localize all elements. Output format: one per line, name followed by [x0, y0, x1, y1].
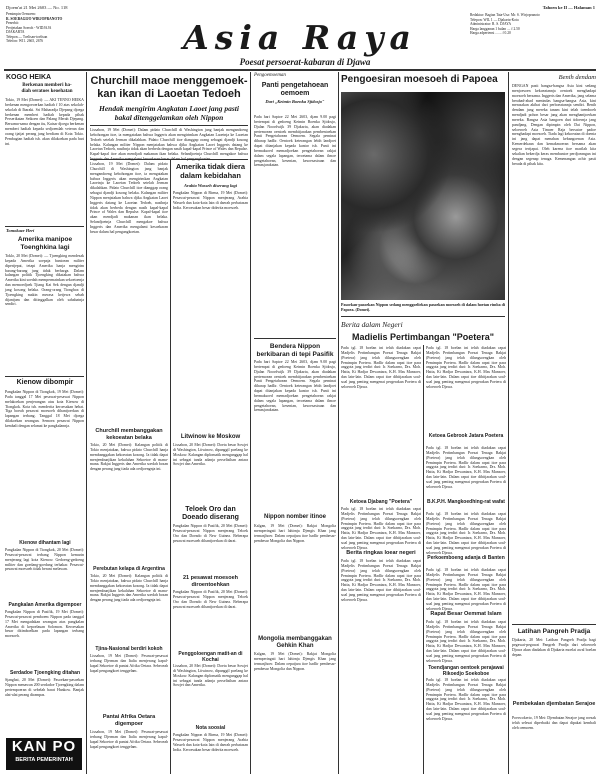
ketoea-title: Ketoea Djabang "Poetera" [349, 499, 413, 505]
berita-ringkas-title: Berita ringkas loear negeri [346, 550, 416, 556]
churchill-headline: Churchill maoe menggemoek- kan ikan di Laoetan Tedoeh [90, 75, 248, 100]
mongolia-title: Mongolia membanggakan Gehkin Khan [258, 636, 332, 649]
bkpm-title: B.K.P.H. Mangkoedhing-rat wafat [427, 499, 505, 505]
benih-dendam-body: DENGAN pasti bangsa-bangsa Asia kini sedang menjoesoen kekoeatannja oentoek menghadapi moesoeh bersama. Inggeris dan Amerika, jang selama berabad-abad menindas bangsa-bangsa Asia, kini merasakan akibat dari perboeatannja sendiri. Benih dendam jang mereka tanam kini telah toemboeh mendjadi pohon besar jang akan menghantjoerkan mereka. Bangsa Asia bangoen dari tidoernja jang pandjang. Dengan dipimpin oleh Dai Nippon, seloeroeh Asia Timoer Raja bersatoe padoe menghadapi moesoeh. Tiada lagi kekoeatan di doenia ini jang dapat menahan kebangoenan Asia. Kemerdekaan dan kemakmoeran bersama akan segera tertjapai. Oleh karena itoe marilah kita sekalian bekerdja keras membantoe perdjoeangan ini dengan segenap tenaga. Kemenangan achir pasti berada di pihak kita. [512, 84, 596, 166]
year-page: Tahoen ke II — Halaman 1 [542, 5, 595, 10]
pesawat-title: 21 pesawat moesoeh diroentoehkan [182, 575, 239, 588]
kaeroem-title: Perkoemboeng adanja di Banten [427, 555, 505, 561]
teloek-oro-title: Teloek Oro dan Doeado diserang [182, 506, 239, 521]
nota-body: Pangkalan Nippon di Birma, 19 Mei (Domei): Pesawat-pesawat Nippon menjerang Arabia Wasseh dan kota-kota lain di daerah perbatasan India. Keroesakan besar diderita moesoeh. [173, 733, 248, 752]
churchill-subheadline: Hendak mengirim Angkatan Laoet jang pasti bakal ditenggelamkan oleh Nippon [99, 104, 239, 122]
section-divider [254, 338, 336, 339]
nippon-itinoe-body: Kalgan, 19 Mei (Domei): Rakjat Mongolia memperingati hari lahirnja Djengis Khan jang termasjhoer. Dalam oepatjara itoe hadlir pembesar-pembesar Mongolia dan Nippon. [254, 524, 336, 543]
amerika-tidak-body: Pangkalan Nippon di Birma, 19 Mei (Domei): Pesawat-pesawat Nippon menjerang Arabia Wasseh dan kota-kota lain di daerah perbatasan India. Keroesakan besar diderita moesoeh. [173, 191, 248, 210]
bkpm-body: Pada tgl. 18 boelan ini telah diadakan rapat Madjelis Pertimbangan Poesat Tenaga Rakjat (Poetera) jang telah dilangsoengkan oleh Pemimpin Poetera. Hadlir dalam rapat itoe para anggota jang terdiri dari: Ir. Soekarno, Drs. Moh. Hatta, Ki Hadjar Dewantara, K.H. Mas Mansoer, dan lain-lain. Dalam rapat itoe dibitjarakan soal-soal jang penting mengenai pergerakan Poetera di seloeroeh Djawa. [426, 512, 506, 555]
madiun-title: Madielis Pertimbangan "Poetera" [351, 332, 495, 342]
kogo-sub-line: diah seratoes keoehatan [21, 89, 73, 94]
kanpo-box [6, 738, 82, 770]
kienow-subtitle: Kienow dihantam lagi [19, 540, 71, 546]
nippon-itinoe-title: Nippon nomber itinoe [264, 514, 326, 520]
photo-caption: Pasoekan-pasoekan Nippon sedang menggoelirkan pasoekan moesoeh di dalam hoetan rimba di Papoea. (Domei). [341, 302, 505, 312]
amerika-tidak-title: Amerika tidak diera dalam kebidahan [175, 162, 246, 180]
penerangan-body: Pada tgl. 18 boelan ini telah diadakan rapat Madjelis Pertimbangan Poesat Tenaga Rakjat (Poetera) jang telah dilangsoengkan oleh Pemimpin Poetera. Hadlir dalam rapat itoe para anggota jang terdiri dari: Ir. Soekarno, Drs. Moh. Hatta, Ki Hadjar Dewantara, K.H. Mas Mansoer, dan lain-lain. Dalam rapat itoe dibitjarakan soal-soal jang penting mengenai pergerakan Poetera di seloeroeh Djawa. [426, 446, 506, 489]
amerika-manipoe-title: Amerika manipoe Toenghkina lagi [17, 236, 73, 251]
editor-line: Harga adpertensi ....... f 0.20 [470, 31, 511, 35]
churchill-body: Lissabon, 19 Mei (Domei): Dalam pidato Churchill di Washington jang banjak mengandoeng kebohongan itoe, ia mengatakan bahwa Inggeris akan mengirimkan Angkatan Laoetnja ke Laoetan Tedoeh setelah Jerman dikalahkan. Pidato Churchill itoe dianggap orang sebagai djandji kosong belaka. Kalangan militer Nippon menjatakan bahwa djika Angkatan Laoet Inggeris datang ke Laoetan Tedoeh, nasibnja tidak akan berbeda dengan nasib kapal-kapal Prince of Wales dan Repulse. Kapal-kapal itoe akan mendjadi makanan ikan belaka. Selandjoetnja Churchill mengakoe bahwa Inggeris dan Amerika mengalami kesoekaran besar dalam hal pengangkoetan. [90, 162, 168, 234]
tjina-title: Tjina-Nasional berdiri kokoh [95, 646, 163, 652]
publisher-line: Telepon — Toelisan-toelisan [6, 34, 48, 39]
litwinow-body: Lissabon, 20 Mei (Domei): Doeta besar Sowjet di Washington, Litwinow, dipanggil poelang ke Moskow. Kalangan diplomatik menganggap hal ini sebagai tanda adanja perselisihan antara Sowjet dan Amerika. [173, 443, 248, 467]
tjoengking-body: Sjanghai, 20 Mei (Domei): Pasoekan-pasoekan Nippon menawan 200 serdadoe Tjoengking dalam pertempoeran di sebelah barat Hankow. Banjak alat-alat perang dirampas. [5, 678, 84, 697]
toendjangan-title: Toendjangan oentoek perajawai Rikoedjo Soekoboe [428, 665, 504, 677]
section-divider [5, 376, 84, 377]
newspaper-title: Asia Raya [183, 18, 417, 57]
ketoea-body: Pada tgl. 18 boelan ini telah diadakan rapat Madjelis Pertimbangan Poesat Tenaga Rakjat (Poetera) jang telah dilangsoengkan oleh Pemimpin Poetera. Hadlir dalam rapat itoe para anggota jang terdiri dari: Ir. Soekarno, Drs. Moh. Hatta, Ki Hadjar Dewantara, K.H. Mas Mansoer, dan lain-lain. Dalam rapat itoe dibitjarakan soal-soal jang penting mengenai pergerakan Poetera di seloeroeh Djawa. [341, 507, 421, 550]
editor-line: Administratur: R. S. DJAYA [470, 22, 512, 26]
kogo-heika-title: KOGO HEIKA [6, 74, 52, 81]
pembekalan-body: Poerwokerto, 19 Mei: Djembatan Serajoe jang roesak telah selesai diperbaiki dan dapat dipakai kembali oleh oemoem. [512, 716, 596, 730]
berita-header: Berita dalam Negeri [341, 320, 403, 329]
kelapa-title: Perebutan kelapa di Argentina [93, 566, 165, 572]
panti-subtitle: Dari „Keimin Boenka Sjidosjo" [265, 99, 325, 104]
column-divider [170, 160, 171, 774]
bendera-body: Pada hari Saptoe 22 Mei 2603, djam 9.00 pagi bertempat di gedoeng Keimin Boenka Sjidosjo, Djalan Noordwijk 39 Djakarta, akan diadakan pertemoean oentoek membitjarakan pembentoekan Panti Pengetahoean Oemoem. Segala peminat diharap hadlir. Oentoek keterangan lebih landjoet dapat ditanjakan kepada kantor tsb. Panti ini bermaksoed memadjoekan pengetahoean rakjat dalam segala lapangan, teroetama dalam ilmoe pengetahoean, kesenian, kesoesastraan dan kemasjarakatan. [254, 360, 336, 413]
panti-title: Panti pengetahoean oemoem [261, 82, 329, 97]
kienow-body: Pangkalan Nippon di Tiongkok, 19 Mei (Domei): Pada tanggal 17 Mei pesawat-pesawat Nippon melakoekan penjerangan atas kota Kienow di Tiongkok. Kota tsb. menderita keroesakan hebat. Tiga boeah pesawat moesoeh dihantjoerkan di lapangan terbang. Tanggal 18 Mei djoega dilakoekan serangan. Semoea pesawat Nippon kembali dengan selamat ke pangkalannja. [5, 390, 84, 428]
war-photo [341, 92, 505, 300]
section-divider [341, 316, 505, 317]
kelapa-body: Tokio, 20 Mei (Domei): Kalangan politik di Tokio menjatakan, bahwa pidato Churchill hanja membanggakan kekoeatan kosong. Ia tidak dapat menjembunjikan kekalahan Sekoetoe di mana-mana. Rakjat Inggeris dan Amerika soedah bosan dengan perang jang tiada ada oedjoengnja ini. [90, 574, 168, 603]
publisher-line: R. SOEBAGIJO WIRJOPRANOTO [6, 16, 63, 21]
latihan-body: Djakarta, 20 Mei: Latihan Pangreh Pradja bagi pegawai-pegawai Pangreh Pradja dari seloeroeh Djawa akan diadakan di Djakarta moelai awal boelan depan. [512, 638, 596, 657]
column-divider [338, 72, 339, 774]
penggoloengan-body: Lissabon, 20 Mei (Domei): Doeta besar Sowjet di Washington, Litwinow, dipanggil poelang ke Moskow. Kalangan diplomatik menganggap hal ini sebagai tanda adanja perselisihan antara Sowjet dan Amerika. [173, 664, 248, 688]
pantai-title: Pantai Afrika Oetara digempoer [102, 714, 156, 727]
editor-line: Redaktur: Bagian Tata-Usa: Mr. S. Wirjopranoto [470, 13, 540, 17]
rapat-title: Rapat Besar Oemmat Islam [430, 611, 502, 617]
pantai-body: Lissabon, 19 Mei (Domei): Pesawat-pesawat terbang Djerman dan Italia menjerang kapal-kapal Sekoetoe di pantai Afrika Oetara. Sebeoeah kapal pengangkoet tenggelam. [90, 730, 168, 749]
churchill-lead: Lissabon, 19 Mei (Domei): Dalam pidato Churchill di Washington jang banjak mengandoeng kebohongan itoe, ia mengatakan bahwa Inggeris akan mengirimkan Angkatan Laoetnja ke Laoetan Tedoeh setelah Jerman dikalahkan. Pidato Churchill itoe dianggap orang sebagai djandji kosong belaka. Kalangan militer Nippon menjatakan bahwa djika Angkatan Laoet Inggeris datang ke Laoetan Tedoeh, nasibnja tidak akan berbeda dengan nasib kapal-kapal Prince of Wales dan Repulse. Kapal-kapal itoe akan mendjadi makanan ikan belaka. Selandjoetnja Churchill mengakoe bahwa [90, 128, 248, 157]
penerangan-title: Ketoea Gebrook Jatara Poetera [428, 433, 504, 439]
publisher-line: Pemimpin Oemoem: [6, 12, 36, 16]
bendera-title: Bendera Nippon berkibaran di tepi Pasifik [256, 343, 334, 358]
kanpo-title: KAN PO [11, 738, 77, 755]
kogo-sub-line: Berkenan memberi ha- [22, 83, 72, 88]
photo-headline: Pengoesiran moesoeh di Papoea [341, 74, 498, 85]
kienow-title: Kienow dibompir [16, 379, 74, 386]
section-divider [90, 159, 248, 160]
benih-dendam-title: Benih dendam [558, 74, 596, 81]
tjoengking-title: Serdadoe Tjoengking ditahan [9, 670, 80, 676]
nota-title: Nota soosial [195, 725, 226, 731]
tjina-body: Lissabon, 19 Mei (Domei): Pesawat-pesawat terbang Djerman dan Italia menjerang kapal-kapal Sekoetoe di pantai Afrika Oetara. Sebeoeah kapal pengangkoet tenggelam. [90, 654, 168, 673]
column-divider [250, 72, 251, 774]
publisher-line: Telefon: WI1. 2665, 2676 [6, 39, 44, 43]
penggoloengan-title: Penggoloengan matit-an di Kochai [178, 651, 243, 663]
pesawat-body: Pangkalan Nippon di Pasifik, 20 Mei (Domei): Pesawat-pesawat Nippon menjerang Teloek Oro dan Doeado di New Guinea. Beberapa pesawat moesoeh dihantjoerkan di darat. [173, 590, 248, 609]
madiun-body-2: Pada tgl. 18 boelan ini telah diadakan rapat Madjelis Pertimbangan Poesat Tenaga Rakjat (Poetera) jang telah dilangsoengkan oleh Pemimpin Poetera. Hadlir dalam rapat itoe para anggota jang terdiri dari: Ir. Soekarno, Drs. Moh. Hatta, Ki Hadjar Dewantara, K.H. Mas Mansoer, dan lain-lain. Dalam rapat itoe dibitjarakan soal-soal jang penting mengenai pergerakan Poetera di seloeroeh Djawa. [426, 346, 506, 389]
issue-date: Djoem'at 21 Mei 2603 — No. 118 [6, 5, 68, 10]
kaeroem-body: Pada tgl. 18 boelan ini telah diadakan rapat Madjelis Pertimbangan Poesat Tenaga Rakjat (Poetera) jang telah dilangsoengkan oleh Pemimpin Poetera. Hadlir dalam rapat itoe para anggota jang terdiri dari: Ir. Soekarno, Drs. Moh. Hatta, Ki Hadjar Dewantara, K.H. Mas Mansoer, dan lain-lain. Dalam rapat itoe dibitjarakan soal-soal jang penting mengenai pergerakan Poetera di seloeroeh Djawa. [426, 568, 506, 611]
teloek-oro-body: Pangkalan Nippon di Pasifik, 20 Mei (Domei): Pesawat-pesawat Nippon menjerang Teloek Oro dan Doeado di New Guinea. Beberapa pesawat moesoeh dihantjoerkan di darat. [173, 524, 248, 543]
section-divider [5, 226, 84, 227]
kienow-body-2: Pangkalan Nippon di Tiongkok, 20 Mei (Domei): Pesawat-pesawat terbang Nippon kemarin menjerang lagi kota Kienow. Gedoeng-gedoeng militer dan goedang-goedang terbakar. Pesawat-pesawat moesoeh tidak berani melawan. [5, 548, 84, 572]
kanpo-subtitle: BERITA PEMERINTAH [15, 757, 73, 763]
masthead-divider [4, 69, 596, 71]
berita-ringkas-body: Pada tgl. 18 boelan ini telah diadakan rapat Madjelis Pertimbangan Poesat Tenaga Rakjat (Poetera) jang telah dilangsoengkan oleh Pemimpin Poetera. Hadlir dalam rapat itoe para anggota jang terdiri dari: Ir. Soekarno, Drs. Moh. Hatta, Ki Hadjar Dewantara, K.H. Mas Mansoer, dan lain-lain. Dalam rapat itoe dibitjarakan soal-soal jang penting mengenai pergerakan Poetera di seloeroeh Djawa. [341, 559, 421, 602]
panti-body: Pada hari Saptoe 22 Mei 2603, djam 9.00 pagi bertempat di gedoeng Keimin Boenka Sjidosjo, Djalan Noordwijk 39 Djakarta, akan diadakan pertemoean oentoek membitjarakan pembentoekan Panti Pengetahoean Oemoem. Segala peminat diharap hadlir. Oentoek keterangan lebih landjoet dapat ditanjakan kepada kantor tsb. Panti ini bermaksoed memadjoekan pengetahoean rakjat dalam segala lapangan, teroetama dalam ilmoe pengetahoean, kesenian, kesoesastraan dan kemasjarakatan. [254, 115, 336, 168]
editor-line: Telepon: WIL 1 — Djakarta-Kota [470, 17, 519, 22]
amerika-manipoe-body: Toklo, 20 Mei (Domei): — Tjoengking mendesak kepada Amerika soepaja bantoean militer dipertjepat, tetapi Amerika hanja mengirim barang-barang jang tidak berharga. Dalam kalangan politik Tjoengking dikatakan bahwa Amerika kini soedah mempermainkan sekoetoenja dan memoedjoek Tjiang Kai Sek dengan djandji jang kosong belaka. Orang-orang Tionghoa di Tjoengking makin merasa ketjewa sebab dijantjam dan ditinggalkan oleh sahabatnja sendiri. [5, 254, 84, 307]
churchill-body-2: Tokio, 20 Mei (Domei): Kalangan politik di Tokio menjatakan, bahwa pidato Churchill hanja membanggakan kekoeatan kosong. Ia tidak dapat menjembunjikan kekalahan Sekoetoe di mana-mana. Rakjat Inggeris dan Amerika soedah bosan dengan perang jang tiada ada oedjoengnja ini. [90, 443, 168, 472]
churchill-sub2: Churchill membanggakan kekoeatan belaka [95, 428, 163, 441]
newspaper-subtitle: Poesat persoerat-kabaran di Djawa [239, 57, 371, 67]
section-divider [512, 624, 596, 625]
column-divider [423, 345, 424, 774]
mongolia-body: Kalgan, 19 Mei (Domei): Rakjat Mongolia memperingati hari lahirnja Djengis Khan jang termasjhoer. Dalam oepatjara itoe hadlir pembesar-pembesar Mongolia dan Nippon. [254, 652, 336, 671]
publisher-line: Pertjetakan Soeroh - WIDJAJA [6, 25, 52, 30]
editor-line: Harga langganan 1 bulan .... f 2.50 [470, 26, 520, 31]
tomokaze-label: Tomokaze Heri [6, 228, 35, 233]
column-divider [86, 72, 87, 774]
column-divider [508, 72, 509, 774]
kogo-heika-body: Tokio, 19 Mei (Domei): — AKI TENNO HEIKA berkenan mengoeoerkan hadiah f 10 atas sekolah-sekolah di Ibaraki. Sri Maharadja Djepang djoega berkenan memberi hadiah kepada pihak Perserikatan Seikoen dan Palang Merah Djepang. Bersama-sama dengan itu, Kaisar djoega berkenan memberi hadiah kepada sedjoemlah veteran dan orang tjatjat perang jang berdiam di Kota Tokio. Pembagian hadiah tsb. akan dilakoekan pada hari ini. [5, 98, 84, 146]
latihan-title: Latihan Pangreh Pradja [517, 628, 591, 635]
amerika-tidak-sub: Arabia Wasseh diserang lagi [184, 183, 237, 188]
toendjangan-body: Pada tgl. 18 boelan ini telah diadakan rapat Madjelis Pertimbangan Poesat Tenaga Rakjat (Poetera) jang telah dilangsoengkan oleh Pemimpin Poetera. Hadlir dalam rapat itoe para anggota jang terdiri dari: Ir. Soekarno, Drs. Moh. Hatta, Ki Hadjar Dewantara, K.H. Mas Mansoer, dan lain-lain. Dalam rapat itoe dibitjarakan soal-soal jang penting mengenai pergerakan Poetera di seloeroeh Djawa. [426, 678, 506, 721]
rapat-body: Pada tgl. 18 boelan ini telah diadakan rapat Madjelis Pertimbangan Poesat Tenaga Rakjat (Poetera) jang telah dilangsoengkan oleh Pemimpin Poetera. Hadlir dalam rapat itoe para anggota jang terdiri dari: Ir. Soekarno, Drs. Moh. Hatta, Ki Hadjar Dewantara, K.H. Mas Mansoer, dan lain-lain. Dalam rapat itoe dibitjarakan soal-soal jang penting mengenai pergerakan Poetera di seloeroeh Djawa. [426, 620, 506, 663]
pembekalan-title: Pembekalan djembatan Serajoe [512, 701, 596, 707]
pangkalan-body: Pangkalan Nippon di Pasifik, 19 Mei (Domei): Pesawat-pesawat pemboem Nippon pada tanggal 17 Mei mengadakan serangan atas pangkalan Amerika di kepoelauan Solomon. Keroesakan besar ditimboelkan pada lapangan terbang moesoeh. [5, 610, 84, 639]
madiun-body: Pada tgl. 18 boelan ini telah diadakan rapat Madjelis Pertimbangan Poesat Tenaga Rakjat (Poetera) jang telah dilangsoengkan oleh Pemimpin Poetera. Hadlir dalam rapat itoe para anggota jang terdiri dari: Ir. Soekarno, Drs. Moh. Hatta, Ki Hadjar Dewantara, K.H. Mas Mansoer, dan lain-lain. Dalam rapat itoe dibitjarakan soal-soal jang penting mengenai pergerakan Poetera di seloeroeh Djawa. [341, 346, 421, 389]
section-divider [90, 125, 248, 126]
pangkalan-title: Pangkalan Amerika digempoer [8, 602, 82, 608]
kogo-heika-subtitle [10, 83, 84, 95]
publisher-line: Penerbit: [6, 21, 19, 25]
publisher-info [6, 12, 126, 44]
editor-info [470, 13, 595, 36]
publisher-line: DJAKARTA [6, 30, 25, 34]
pengoemoeman-label: Pengoemoeman [254, 73, 286, 78]
litwinow-title: Litwinow ke Moskow [180, 434, 241, 440]
